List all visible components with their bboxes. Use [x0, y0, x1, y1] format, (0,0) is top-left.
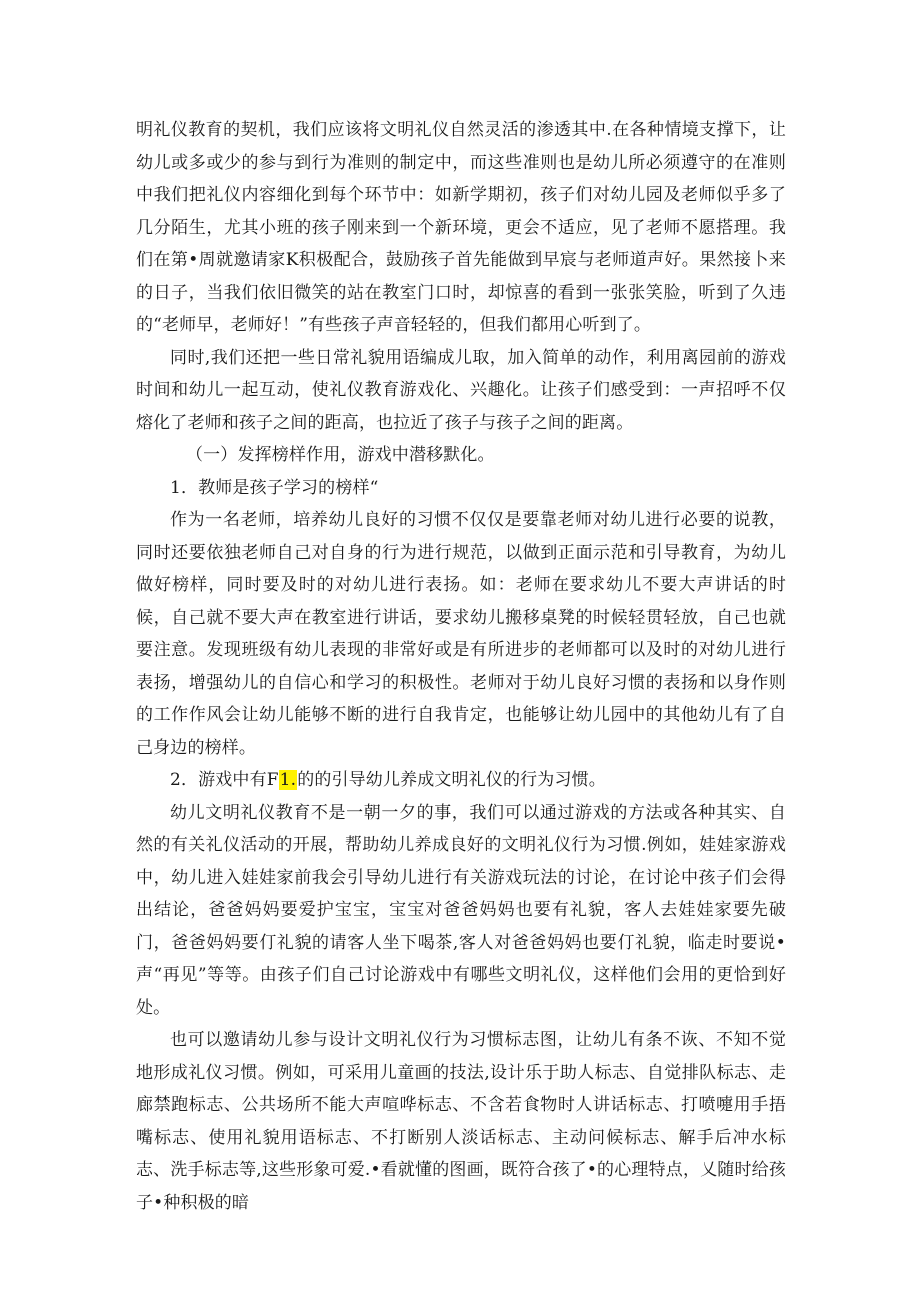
paragraph-5: 也可以邀请幼儿参与设计文明礼仪行为习惯标志图，让幼儿有条不诙、不知不觉地形成礼仪习惯。例如，可采用儿童画的技法,设计乐于助人标志、自觉排队标志、走廊禁跑标志、公共场所不能大声喧哗标志、不含若食物时人讲话标志、打喷嚏用手捂嘴标志、使用礼貌用语标志、不打断别人淡话标志、主动问候标志、解手后冲水标志、洗手标志等,这些形象可爱.•看就懂的图画，既符合孩了•的心理特点，乂随时给孩子•种积极的暗 — [136, 1030, 786, 1213]
section-heading-1: （一）发挥榜样作用，游戏中潜移默化。 — [186, 445, 495, 465]
document-body — [136, 114, 786, 1219]
subsection-heading-2-suffix: 的的引导幼儿养成文明礼仪的行为习惯。 — [297, 770, 606, 790]
paragraph-1: 明礼仪教育的契机，我们应该将文明礼仪自然灵活的渗透其中.在各种情境支撑下，让幼儿或多或少的参与到行为准则的制定中，而这些准则也是幼儿所必须遵守的在准则中我们把礼仪内容细化到每个环节中：如新学期初，孩子们对幼儿园及老师似乎多了几分陌生，尤其小班的孩子刚来到一个新环境，更会不适应，见了老师不愿搭理。我们在第•周就邀请家K积极配合，鼓励孩子首先能做到早宸与老师道声好。果然接卜来的日子，当我们依旧微笑的站在教室门口时，却惊喜的看到一张张笑脸，听到了久违的“老师早，老师好！”有些孩子声音轻轻的，但我们都用心听到了。 — [136, 120, 786, 335]
subsection-heading-2-prefix: 2．游戏中有F — [170, 770, 279, 790]
paragraph-2: 同时,我们还把一些日常礼貌用语编成儿取，加入简单的动作，利用离园前的游戏时间和幼儿一起互动，使礼仪教育游戏化、兴趣化。让孩子们感受到：一声招呼不仅熔化了老师和孩子之间的距高，也拉近了孩子与孩子之间的距离。 — [136, 347, 786, 433]
subsection-heading-2 — [136, 764, 786, 797]
paragraph-4: 幼儿文明礼仪教育不是一朝一夕的事，我们可以通过游戏的方法或各种其实、自然的有关礼仪活动的开展，帮助幼儿养成良好的文明礼仪行为习惯.例如，娃娃家游戏中，幼儿进入娃娃家前我会引导幼儿进行有关游戏玩法的讨论，在讨论中孩子们会得出结论，爸爸妈妈要爱护宝宝，宝宝对爸爸妈妈也要有礼貌，客人去娃娃家要先破门，爸爸妈妈要仃礼貌的请客人坐下喝茶,客人对爸爸妈妈也要仃礼貌，临走时要说•声“再见”等等。由孩子们自己讨论游戏中有哪些文明礼仪，这样他们会用的更恰到好处。 — [136, 802, 786, 1018]
paragraph-3: 作为一名老师，培养幼儿良好的习惯不仅仅是要靠老师对幼儿进行必要的说教，同时还要依独老师自己对自身的行为进行规范，以做到正面示范和引导教育，为幼儿做好榜样，同时要及时的对幼儿进行表扬。如：老师在要求幼儿不要大声讲话的时候，自己就不要大声在教室进行讲话，要求幼儿搬移桌凳的时候轻贯轻放，自己也就要注意。发现班级有幼儿表现的非常好或是有所进步的老师都可以及时的对幼儿进行表扬，增强幼儿的自信心和学习的积极性。老师对于幼儿良好习惯的表扬和以身作则的工作作风会让幼儿能够不断的进行自我肯定，也能够让幼儿园中的其他幼儿有了自己身边的榜样。 — [136, 510, 786, 758]
highlighted-text: 1. — [279, 770, 297, 790]
subsection-heading-1: 1．教师是孩子学习的榜样“ — [170, 477, 379, 498]
